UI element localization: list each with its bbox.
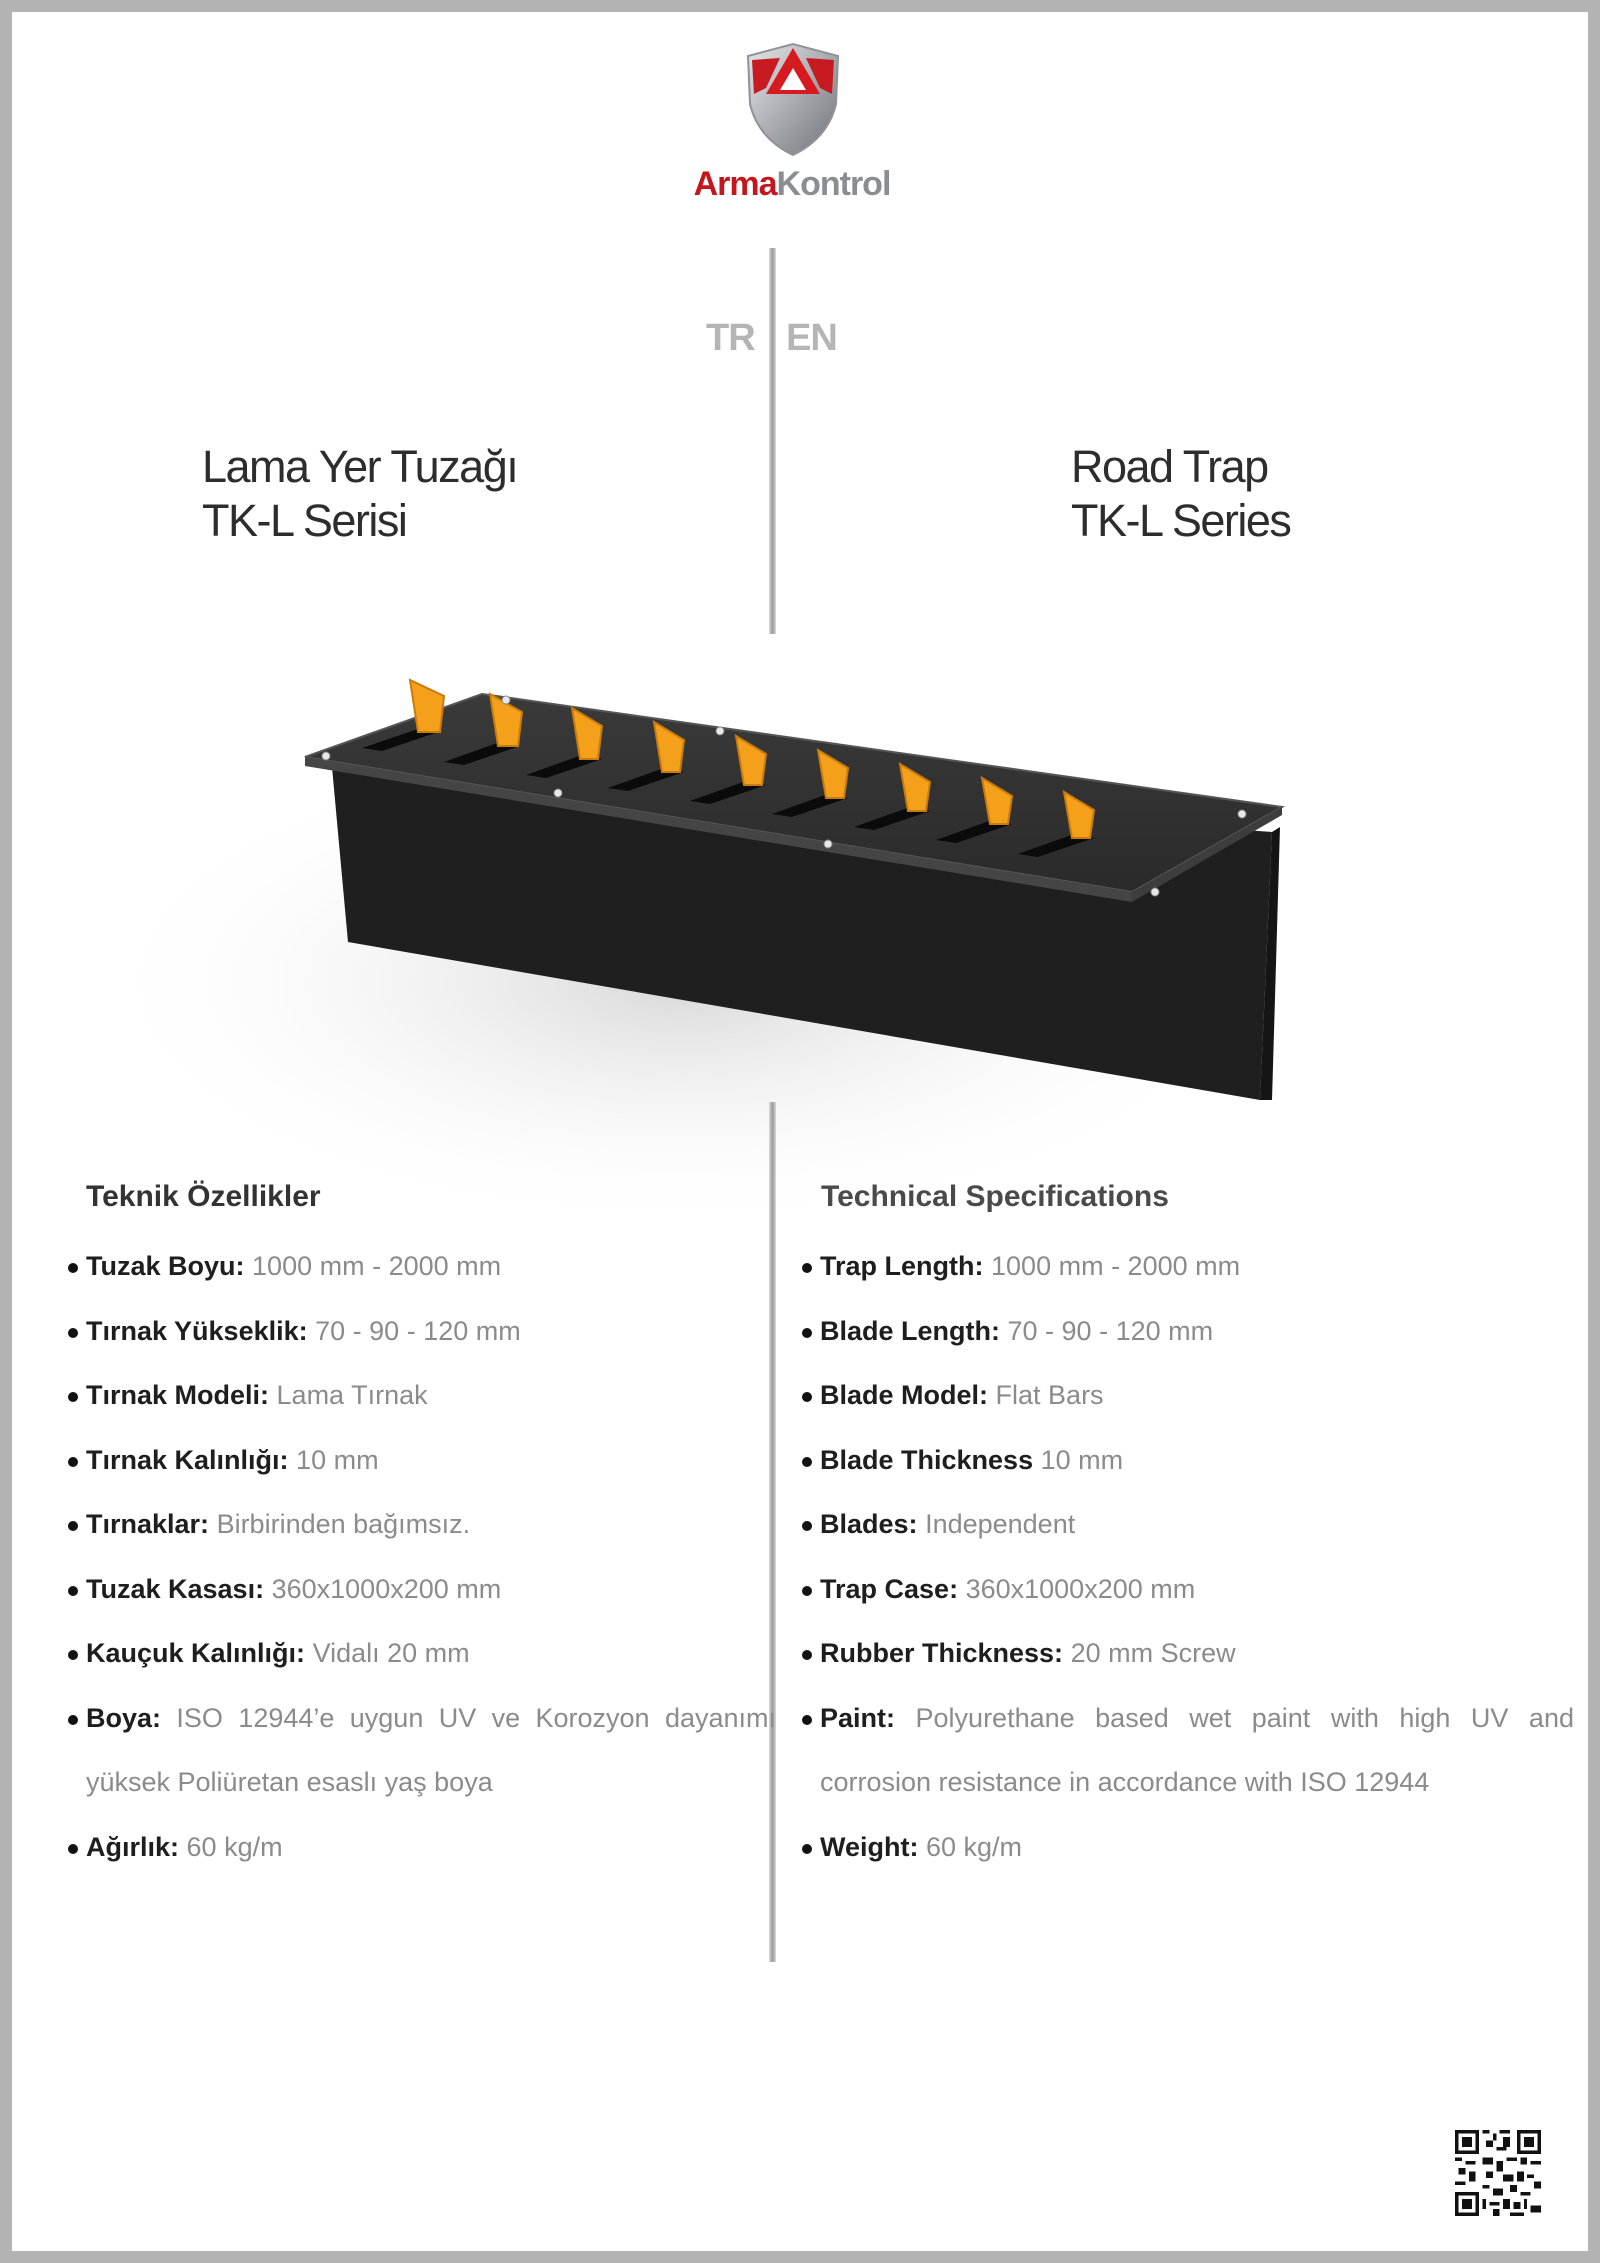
spec-value: 70 - 90 - 120 mm <box>315 1315 521 1346</box>
spec-label: Kauçuk Kalınlığı: <box>86 1638 306 1668</box>
spec-value: Lama Tırnak <box>276 1380 428 1410</box>
spec-value: 1000 mm - 2000 mm <box>252 1251 502 1281</box>
spec-label: Weight: <box>820 1831 919 1862</box>
title-tr-line2: TK-L Serisi <box>202 495 407 546</box>
spec-value: 10 mm <box>1040 1444 1124 1475</box>
brand-wordmark <box>682 165 902 204</box>
specs-list-tr <box>64 1234 776 1879</box>
spec-value: 10 mm <box>296 1444 379 1475</box>
spec-value: Birbirinden bağımsız. <box>216 1509 471 1539</box>
spec-item <box>64 1234 776 1299</box>
spec-label: Tırnak Kalınlığı: <box>86 1444 289 1475</box>
spec-label: Blade Length: <box>820 1315 1000 1346</box>
spec-item <box>798 1234 1574 1299</box>
spec-item <box>798 1428 1574 1493</box>
spec-label: Blade Thickness <box>820 1444 1034 1475</box>
spec-value: Independent <box>925 1509 1076 1539</box>
spec-sheet-page <box>12 12 1588 2251</box>
spec-label: Paint: <box>820 1702 896 1733</box>
spec-item <box>64 1686 776 1815</box>
spec-item <box>64 1428 776 1493</box>
spec-value: 60 kg/m <box>926 1831 1023 1862</box>
spec-value: ISO 12944’e uygun UV ve Korozyon dayanımı yüksek Poliüretan esaslı yaş boya <box>86 1702 776 1797</box>
spec-item <box>798 1363 1574 1428</box>
spec-label: Blade Model: <box>820 1380 989 1410</box>
spec-item <box>798 1815 1574 1880</box>
spec-label: Blades: <box>820 1509 918 1539</box>
spec-label: Trap Length: <box>820 1251 984 1281</box>
language-divider <box>769 248 776 634</box>
spec-value: 360x1000x200 mm <box>965 1573 1196 1604</box>
spec-item <box>64 1492 776 1557</box>
brand-logo <box>682 42 912 212</box>
spec-value: 70 - 90 - 120 mm <box>1007 1315 1214 1346</box>
brand-name-arma: Arma <box>693 165 777 203</box>
spec-label: Tırnak Modeli: <box>86 1380 270 1410</box>
spec-value: 360x1000x200 mm <box>271 1573 502 1604</box>
spec-label: Rubber Thickness: <box>820 1638 1064 1668</box>
title-tr-line1: Lama Yer Tuzağı <box>202 441 518 492</box>
specs-heading-en: Technical Specifications <box>821 1180 1169 1213</box>
spec-value: 60 kg/m <box>186 1831 283 1862</box>
title-en-line2: TK-L Series <box>1071 495 1291 546</box>
shield-logo-icon <box>740 42 846 157</box>
spec-item <box>64 1557 776 1622</box>
spec-label: Tırnak Yükseklik: <box>86 1315 308 1346</box>
spec-item <box>798 1686 1574 1815</box>
language-tr[interactable]: TR <box>706 317 755 359</box>
language-en[interactable]: EN <box>786 317 837 359</box>
spec-value: Polyurethane based wet paint with high UV and corrosion resistance in accordance with ISO 12944 <box>820 1702 1574 1797</box>
spec-item <box>64 1815 776 1880</box>
spec-label: Ağırlık: <box>86 1831 180 1862</box>
spec-value: 1000 mm - 2000 mm <box>991 1251 1241 1281</box>
spec-label: Boya: <box>86 1702 162 1733</box>
product-title-en <box>1071 440 1290 548</box>
spec-label: Tuzak Boyu: <box>86 1251 245 1281</box>
spec-value: Vidalı 20 mm <box>312 1638 470 1668</box>
spec-label: Tırnaklar: <box>86 1509 210 1539</box>
spec-item <box>798 1299 1574 1364</box>
spec-item <box>798 1621 1574 1686</box>
specs-list-en <box>798 1234 1574 1879</box>
spec-item <box>64 1299 776 1364</box>
title-en-line1: Road Trap <box>1071 441 1268 492</box>
spec-label: Trap Case: <box>820 1573 959 1604</box>
specs-heading-tr: Teknik Özellikler <box>86 1180 321 1213</box>
spec-item <box>798 1557 1574 1622</box>
spec-item <box>64 1621 776 1686</box>
spec-item <box>64 1363 776 1428</box>
product-title-tr <box>202 440 517 548</box>
spec-label: Tuzak Kasası: <box>86 1573 265 1604</box>
spec-value: Flat Bars <box>995 1380 1104 1410</box>
brand-name-kontrol: Kontrol <box>776 165 891 203</box>
spec-value: 20 mm Screw <box>1070 1638 1236 1668</box>
qr-code-icon[interactable] <box>1455 2130 1541 2216</box>
spec-item <box>798 1492 1574 1557</box>
